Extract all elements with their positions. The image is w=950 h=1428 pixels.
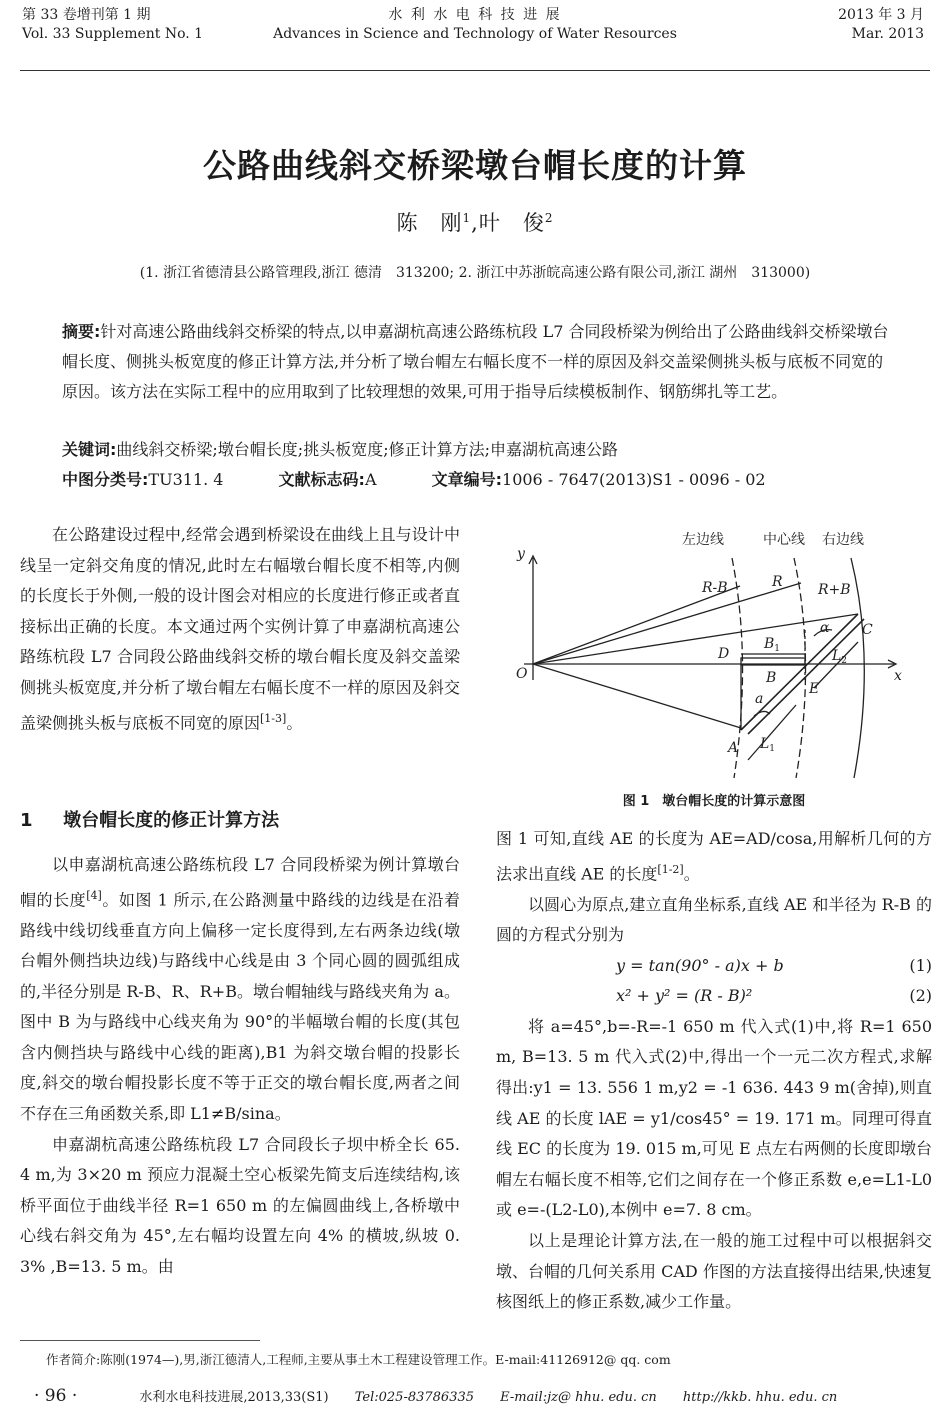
date-en: Mar. 2013 bbox=[851, 26, 924, 42]
label-left-edge: 左边线 bbox=[682, 532, 724, 548]
author-1-affil: 1 bbox=[462, 211, 472, 225]
article-number-value: 1006 - 7647(2013)S1 - 0096 - 02 bbox=[502, 470, 766, 489]
keywords-text: 曲线斜交桥梁;墩台帽长度;挑头板宽度;修正计算方法;申嘉湖杭高速公路 bbox=[116, 440, 618, 459]
intro-end: 。 bbox=[286, 712, 303, 732]
equation-2-number: (2) bbox=[909, 986, 932, 1006]
label-origin: O bbox=[516, 666, 528, 682]
section-title: 墩台帽长度的修正计算方法 bbox=[63, 810, 280, 831]
footer-journal: 水利水电科技进展,2013,33(S1) bbox=[139, 1390, 329, 1405]
volume-en: Vol. 33 Supplement No. 1 bbox=[22, 26, 204, 42]
figure-caption: 图 1 墩台帽长度的计算示意图 bbox=[622, 794, 806, 809]
paper-title: 公路曲线斜交桥梁墩台帽长度的计算 bbox=[203, 146, 747, 185]
section-heading bbox=[20, 806, 460, 832]
section1-para1-rest: 。如图 1 所示,在公路测量中路线的边线是在沿着路线中线切线垂直方向上偏移一定长度得到,左右两条边线(墩台帽外侧挡块边线)与路线中心线是由 3 个同心圆的圆弧组成的,半径分别是 R-B、R、R+B。墩台帽轴线与路线夹角为 a。图中 B 为与路线中心线夹角为 90°的半幅墩台帽的长度(其包含内侧挡块与路线中心线的距离),B1 为斜交墩台帽的投影长度,斜交的墩台帽投影长度不等于正交的墩台帽长度,两者之间不存在三角函数关系,即 L1≠B/sina。 bbox=[20, 889, 460, 1124]
section1-citation: [4] bbox=[86, 888, 102, 902]
label-point-d: D bbox=[718, 646, 730, 662]
label-x-axis: x bbox=[894, 668, 902, 684]
col2-para1: 以圆心为原点,建立直角坐标系,直线 AE 和半径为 R-B 的圆的方程式分别为 bbox=[496, 894, 932, 945]
date-cn: 2013 年 3 月 bbox=[838, 7, 924, 23]
label-point-c: C bbox=[862, 622, 873, 638]
radius-r bbox=[533, 583, 801, 664]
doc-code-value: A bbox=[364, 470, 377, 489]
equation-1-number: (1) bbox=[909, 955, 932, 975]
author-footnote: 作者简介:陈刚(1974—),男,浙江德清人,工程师,主要从事土木工程建设管理工作。E-mail:41126912@ qq. com bbox=[46, 1352, 671, 1367]
footnote-rule bbox=[20, 1340, 260, 1341]
radius-to-a bbox=[533, 664, 741, 728]
label-right-edge: 右边线 bbox=[822, 532, 864, 548]
author-1: 陈 刚 bbox=[396, 211, 463, 235]
label-l2: $L_2$ bbox=[832, 648, 848, 666]
col2-para3: 以上是理论计算方法,在一般的施工过程中可以根据斜交墩、台帽的几何关系用 CAD 作图的方法直接得出结果,快速复核图纸上的修正系数,减少工作量。 bbox=[496, 1231, 932, 1312]
label-l1: $L_1$ bbox=[760, 736, 776, 754]
journal-name-en: Advances in Science and Technology of Water Resources bbox=[273, 26, 677, 42]
volume-cn: 第 33 卷增刊第 1 期 bbox=[22, 7, 151, 23]
label-b1: $B_1$ bbox=[764, 636, 781, 654]
author-2-affil: 2 bbox=[544, 211, 554, 225]
keywords bbox=[62, 435, 897, 465]
footer-website[interactable]: http://kkb. hhu. edu. cn bbox=[682, 1390, 838, 1405]
affiliations: (1. 浙江省德清县公路管理段,浙江 德清 313200; 2. 浙江中苏浙皖高速公路有限公司,浙江 湖州 313000) bbox=[139, 265, 811, 281]
equation-1-body: y = tan(90° - a)x + b bbox=[616, 955, 784, 975]
doc-code-label: 文献标志码: bbox=[278, 470, 365, 489]
clc-label: 中图分类号: bbox=[62, 470, 149, 489]
section1-para2: 申嘉湖杭高速公路练杭段 L7 合同段长子坝中桥全长 65. 4 m,为 3×20 m 预应力混凝土空心板梁先简支后连续结构,该桥平面位于曲线半径 R=1 650 m 的左偏圆曲线上,各桥墩中心线右斜交角为 45°,左右幅均设置左向 4% 的横坡,纵坡 0. 3% ,B=13. 5 m。由 bbox=[20, 1134, 460, 1277]
abstract-text: 针对高速公路曲线斜交桥梁的特点,以申嘉湖杭高速公路练杭段 L7 合同段桥梁为例给出了公路曲线斜交桥梁墩台帽长度、侧挑头板宽度的修正计算方法,并分析了墩台帽左右幅长度不一样的原因及斜交盖梁侧挑头板与底板不同宽的原因。该方法在实际工程中的应用取到了比较理想的效果,可用于指导后续模板制作、钢筋绑扎等工艺。 bbox=[62, 322, 889, 401]
section1-para1: 以申嘉湖杭高速公路练杭段 L7 合同段桥梁为例计算墩台帽的长度 bbox=[20, 855, 460, 909]
journal-name-cn: 水 利 水 电 科 技 进 展 bbox=[388, 7, 562, 23]
label-y-axis: y bbox=[517, 546, 525, 562]
header-rule bbox=[20, 70, 930, 71]
equation-2-body: x² + y² = (R - B)² bbox=[616, 986, 753, 1006]
abstract bbox=[62, 317, 897, 407]
keywords-label: 关键词: bbox=[62, 440, 117, 459]
right-edge-arc bbox=[851, 558, 864, 778]
label-center-line: 中心线 bbox=[763, 532, 805, 548]
right-column-body bbox=[496, 824, 932, 1318]
label-point-a: A bbox=[728, 740, 739, 756]
col2-para0-end: 。 bbox=[683, 863, 700, 883]
section-number: 1 bbox=[20, 810, 33, 831]
authors bbox=[0, 207, 950, 237]
classification-line bbox=[62, 465, 897, 495]
footer-email[interactable]: E-mail:jz@ hhu. edu. cn bbox=[500, 1390, 657, 1405]
journal-date bbox=[838, 6, 924, 44]
radius-r-minus-b bbox=[533, 586, 740, 664]
author-2: 叶 俊 bbox=[478, 211, 545, 235]
clc-value: TU311. 4 bbox=[148, 470, 224, 489]
page-footer bbox=[34, 1386, 859, 1406]
footer-tel: Tel:025-83786335 bbox=[354, 1390, 475, 1405]
col2-para2: 将 a=45°,b=-R=-1 650 m 代入式(1)中,将 R=1 650 m, B=13. 5 m 代入式(2)中,得出一个一元二次方程式,求解得出:y1 = 13. 556 1 m,y2 = -1 636. 443 9 m(舍掉),则直线 AE 的长度 lAE = y1/cos45° = 19. 171 m。同理可得直线 EC 的长度为 19. 015 m,可见 E 点左右两侧的长度即墩台帽左右幅长度不相等,它们之间存在一个修正系数 e,e=L1-L0 或 e=-(L2-L0),本例中 e=7. 8 cm。 bbox=[496, 1016, 932, 1220]
radius-r-plus-b bbox=[533, 614, 858, 664]
equation-1 bbox=[496, 951, 932, 982]
label-b: B bbox=[766, 670, 777, 686]
intro-paragraph bbox=[20, 520, 460, 738]
col2-citation: [1-2] bbox=[657, 862, 684, 876]
col2-para0: 图 1 可知,直线 AE 的长度为 AE=AD/cosa,用解析几何的方法求出直线 AE 的长度 bbox=[496, 829, 932, 883]
label-angle-a: a bbox=[755, 691, 764, 707]
label-point-e: E bbox=[809, 681, 820, 697]
article-number-label: 文章编号: bbox=[431, 470, 503, 489]
author-sep: , bbox=[471, 211, 479, 235]
intro-citation: [1-3] bbox=[260, 711, 287, 725]
label-r-plus-b: R+B bbox=[818, 582, 851, 598]
section1-body bbox=[20, 850, 460, 1283]
label-alpha: α bbox=[820, 620, 830, 636]
intro-text: 在公路建设过程中,经常会遇到桥梁设在曲线上且与设计中线呈一定斜交角度的情况,此时左右幅墩台帽长度不相等,内侧的长度长于外侧,一般的设计图会对相应的长度进行修正或者直接标出正确的长度。本文通过两个实例计算了申嘉湖杭高速公路练杭段 L7 合同段公路曲线斜交桥的墩台帽长度及斜交盖梁侧挑头板宽度,并分析了墩台帽左右幅长度不一样的原因及斜交盖梁侧挑头板与底板不同宽的原因 bbox=[20, 525, 460, 732]
label-r: R bbox=[772, 574, 783, 590]
equation-2 bbox=[496, 981, 932, 1012]
figure-1-diagram bbox=[496, 520, 932, 782]
label-r-minus-b: R-B bbox=[702, 580, 728, 596]
abstract-label: 摘要: bbox=[62, 322, 101, 341]
page-number: · 96 · bbox=[34, 1386, 78, 1406]
journal-name bbox=[0, 6, 950, 44]
